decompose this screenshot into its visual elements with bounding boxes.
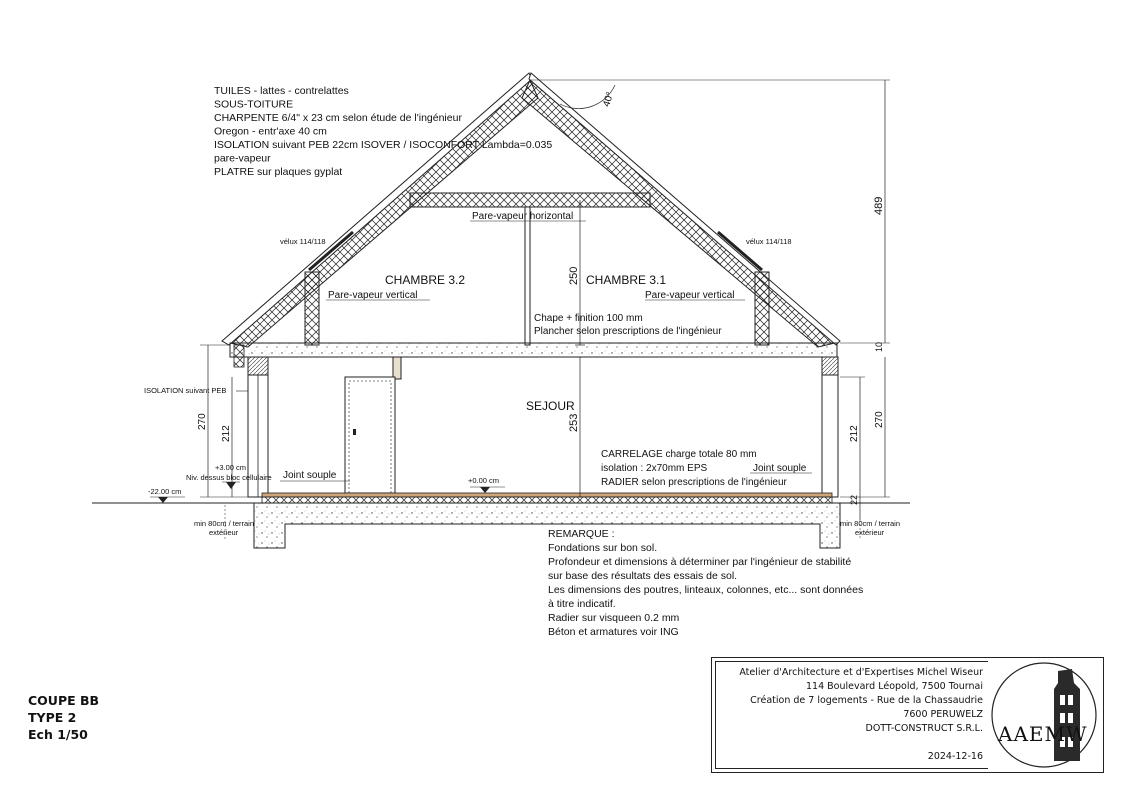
remarque-line: sur base des résultats des essais de sol.	[548, 570, 738, 582]
tb-client: DOTT-CONSTRUCT S.R.L.	[865, 723, 983, 734]
joint-left-label: Joint souple	[283, 470, 337, 481]
remarque-notes	[548, 528, 863, 638]
tb-address: 114 Boulevard Léopold, 7500 Tournai	[806, 681, 983, 692]
knee-wall-right	[755, 272, 769, 345]
roof-note-line: CHARPENTE 6/4" x 23 cm selon étude de l'ingénieur	[214, 112, 462, 124]
tb-firm: Atelier d'Architecture et d'Expertises Michel Wiseur	[739, 667, 983, 678]
foundation-slab	[254, 503, 840, 548]
level-minus22-label: -22.00 cm	[148, 487, 182, 496]
remarque-line: Béton et armatures voir ING	[548, 626, 679, 638]
roof-note-line: TUILES - lattes - contrelattes	[214, 85, 349, 97]
sheet-title: COUPE BB	[28, 693, 100, 708]
knee-wall-left	[305, 272, 319, 345]
pv-vertical-right-label: Pare-vapeur vertical	[645, 290, 735, 301]
remarque-line: REMARQUE :	[548, 528, 615, 540]
remarque-line: Les dimensions des poutres, linteaux, colonnes, etc... sont données	[548, 584, 864, 596]
remarque-line: Profondeur et dimensions à déterminer par l'ingénieur de stabilité	[548, 556, 852, 568]
roof-note-line: SOUS-TOITURE	[214, 98, 294, 111]
attic-post	[525, 207, 530, 345]
level-zero-label: +0.00 cm	[468, 476, 500, 485]
floor-note-1: Chape + finition 100 mm	[534, 313, 643, 324]
isolation-peb-label: ISOLATION suivant PEB	[144, 386, 227, 395]
left-lintel	[248, 357, 268, 375]
firm-logo	[988, 661, 1100, 769]
right-dim-10: 10	[874, 341, 884, 352]
roof-note-line: pare-vapeur	[214, 152, 271, 165]
remarque-line: à titre indicatif.	[548, 598, 616, 610]
roof-right-cover	[529, 73, 840, 345]
min80-right-label-2: extérieur	[855, 528, 885, 537]
floor-insulation	[262, 497, 832, 503]
right-lintel	[822, 357, 838, 375]
partition-wall	[393, 357, 401, 379]
tb-city: 7600 PERUWELZ	[903, 709, 983, 720]
sheet-type: TYPE 2	[28, 710, 77, 725]
sheet-label	[28, 692, 99, 743]
interior-door	[345, 377, 395, 493]
pv-vertical-left-label: Pare-vapeur vertical	[328, 290, 418, 301]
carrelage-note-1: CARRELAGE charge totale 80 mm	[601, 449, 757, 460]
right-dim-22: 22	[849, 494, 859, 505]
room-chambre-31: CHAMBRE 3.1	[586, 273, 667, 287]
right-dim-212: 212	[849, 425, 860, 442]
min80-right-label: min 80cm / terrain	[840, 519, 901, 528]
floor-note-2: Plancher selon prescriptions de l'ingénieur	[534, 326, 722, 337]
carrelage-note-3: RADIER selon prescriptions de l'ingénieur	[601, 477, 787, 488]
sheet-scale: Ech 1/50	[28, 727, 88, 742]
title-block	[711, 657, 1104, 773]
min80-left-label: min 80cm / terrain	[194, 519, 255, 528]
level-plus3-label: +3.00 cm	[215, 463, 247, 472]
carrelage-note-2: isolation : 2x70mm EPS	[601, 463, 708, 474]
remarque-line: Fondations sur bon sol.	[548, 542, 658, 554]
roof-note-line: Oregon - entr'axe 40 cm	[214, 125, 327, 138]
attic-height-dim: 250	[568, 266, 580, 285]
roof-note-line: ISOLATION suivant PEB 22cm ISOVER / ISOCONFORT Lambda=0.035	[214, 139, 553, 151]
ground-height-dim: 253	[568, 413, 580, 432]
upper-floor-slab	[230, 343, 837, 357]
room-chambre-32: CHAMBRE 3.2	[385, 273, 466, 287]
room-sejour: SEJOUR	[526, 399, 575, 413]
logo-text: AAEMW	[998, 722, 1088, 746]
title-block-text	[739, 666, 983, 736]
remarque-line: Radier sur visqueen 0.2 mm	[548, 612, 680, 624]
left-dim-212: 212	[221, 425, 232, 442]
left-dim-270: 270	[197, 413, 208, 430]
left-wall-cavity	[234, 345, 244, 367]
tb-project: Création de 7 logements - Rue de la Chassaudrie	[750, 695, 983, 706]
level-plus3-note: Niv. dessus bloc cellulaire	[186, 473, 272, 482]
right-dim-270: 270	[874, 411, 885, 428]
pv-horizontal-label: Pare-vapeur horizontal	[472, 211, 574, 222]
velux-left-label: vélux 114/118	[280, 237, 326, 246]
roof-angle-label: 40°	[601, 90, 617, 109]
right-wall	[822, 357, 838, 497]
velux-right-label: vélux 114/118	[746, 237, 792, 246]
tb-date: 2024-12-16	[927, 751, 983, 762]
total-height-dim: 489	[873, 196, 885, 215]
min80-left-label-2: extérieur	[209, 528, 239, 537]
joint-right-label: Joint souple	[753, 463, 807, 474]
floor-finish	[262, 493, 832, 497]
collar-ceiling	[410, 193, 650, 207]
roof-note-line: PLATRE sur plaques gyplat	[214, 166, 343, 178]
